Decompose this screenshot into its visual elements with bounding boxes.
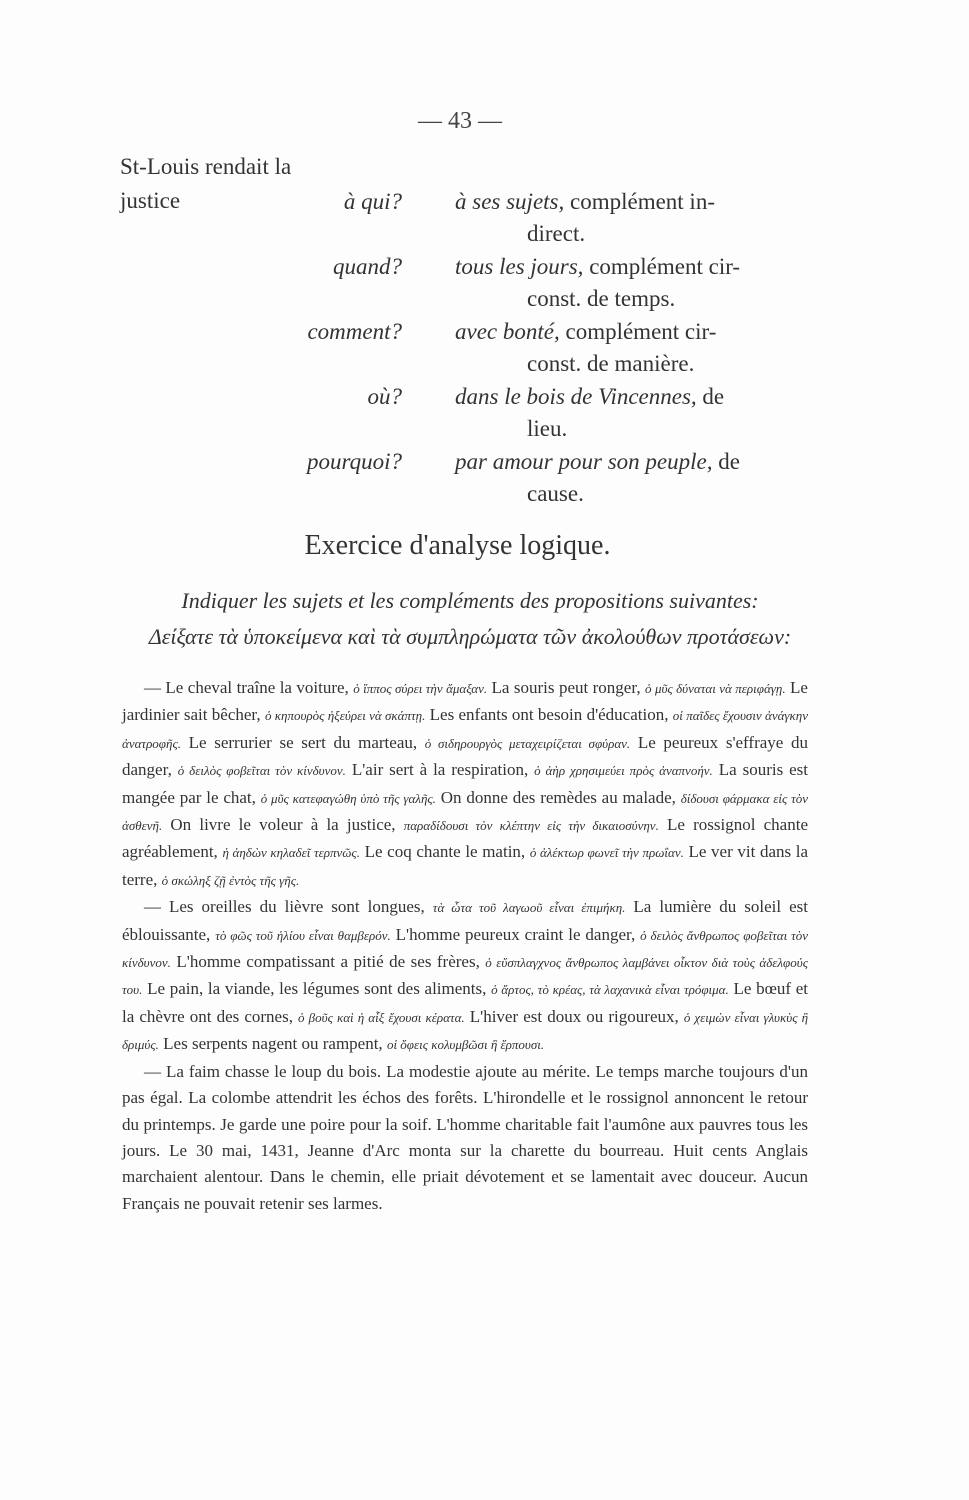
page-number: — 43 — — [418, 108, 502, 134]
french-sentence: — La faim chasse le loup du bois. La modestie ajoute au mérite. Le temps marche toujours d'un pas égal. La colombe attendrit les échos des forêts. L'hirondelle et le rossignol annoncent le retour du printemps. Je garde une poire pour la soif. L'homme charitable fait l'aumône aux pauvres tous les jours. Le 30 mai, 1431, Jeanne d'Arc monta sur la charette du bourreau. Huit cents Anglais marchaient alentour. Dans le chemin, elle priait dévotement et se lamentait avec douceur. Aucun Français ne pouvait retenir ses larmes. — [122, 1061, 808, 1213]
french-sentence: — Les oreilles du lièvre sont longues, — [144, 897, 433, 917]
greek-translation: ὁ βοῦς καὶ ἡ αἶξ ἔχουσι κέρατα. — [298, 1009, 465, 1025]
answer — [455, 251, 810, 315]
answer — [455, 186, 810, 250]
exercise-text — [122, 675, 808, 1217]
french-sentence: Les enfants ont besoin d'éducation, — [425, 705, 673, 725]
example-subject: St-Louis rendait la justice — [120, 154, 292, 213]
greek-translation: ὁ σκώληξ ζῇ ἐντὸς τῆς γῆς. — [161, 872, 300, 888]
french-sentence: Le pain, la viande, les légumes sont des aliments, — [142, 979, 492, 999]
french-sentence: La lumière du soleil est éblouissante, — [122, 897, 808, 944]
greek-translation: οἱ παῖδες ἔχουσιν ἀνάγκην ἀνατροφῆς. — [122, 708, 809, 751]
greek-translation: δίδουσι φάρμακα εἰς τὸν ἀσθενῆ. — [122, 790, 808, 834]
question: où? — [367, 384, 402, 409]
answer-phrase: avec bonté, — [455, 319, 560, 344]
instruction-greek: Δείξατε τὰ ὑποκείμενα καὶ τὰ συμπληρώματα τῶν ἀκολούθων προτάσεων: — [148, 624, 792, 649]
instruction-french: Indiquer les sujets et les compléments des propositions suivantes: — [181, 588, 759, 613]
greek-translation: ὁ μῦς δύναται νὰ περιφάγῃ. — [645, 681, 786, 696]
exercise-paragraph — [122, 1059, 808, 1217]
greek-translation: ὁ χειμὼν εἶναι γλυκὺς ἢ δριμύς. — [122, 1009, 809, 1053]
answer-phrase: par amour pour son peuple, — [455, 449, 713, 474]
french-sentence: Le bœuf et la chèvre ont des cornes, — [122, 979, 808, 1026]
greek-translation: ὁ ἄρτος, τὸ κρέας, τὰ λαχανικὰ εἶναι τρόφιμα. — [491, 982, 729, 998]
french-sentence: L'homme peureux craint le danger, — [390, 924, 641, 944]
answer-text: complément in- — [564, 189, 715, 214]
greek-translation: οἱ ὄφεις κολυμβῶσι ἢ ἕρπουσι. — [386, 1037, 545, 1053]
greek-translation: ὁ δειλὸς φοβεῖται τὸν κίνδυνον. — [177, 763, 346, 779]
french-sentence: Le coq chante le matin, — [359, 842, 530, 862]
french-sentence: La souris peut ronger, — [487, 678, 646, 697]
greek-translation: παραδίδουσι τὸν κλέπτην εἰς τὴν δικαιοσύνην. — [403, 818, 659, 834]
french-sentence: Le jardinier sait bêcher, — [122, 678, 808, 725]
greek-translation: ὁ εὔσπλαγχνος ἄνθρωπος λαμβάνει οἶκτον διὰ τοὺς ἀδελφούς του. — [122, 955, 808, 998]
answer-continuation: const. de temps. — [527, 286, 676, 311]
answer-text: complément cir- — [583, 254, 741, 279]
french-sentence: — Le cheval traîne la voiture, — [144, 678, 354, 697]
greek-translation: ὁ ἀὴρ χρησιμεύει πρὸς ἀναπνοήν. — [534, 763, 713, 779]
french-sentence: On livre le voleur à la justice, — [162, 815, 404, 835]
french-sentence: Le serrurier se sert du marteau, — [180, 732, 425, 752]
answer — [455, 316, 810, 380]
answer — [455, 446, 810, 510]
exercise-paragraph — [122, 894, 808, 1058]
french-sentence: Les serpents nagent ou rampent, — [158, 1034, 387, 1054]
question: comment? — [307, 319, 402, 344]
french-sentence: La souris est mangée par le chat, — [122, 760, 808, 807]
greek-translation: ὁ δειλὸς ἄνθρωπος φοβεῖται τὸν κίνδυνον. — [122, 927, 809, 971]
answer-continuation: lieu. — [527, 416, 568, 441]
french-sentence: L'air sert à la respiration, — [345, 760, 535, 780]
greek-translation: τὸ φῶς τοῦ ἡλίου εἶναι θαμβερόν. — [215, 927, 391, 943]
section-heading: Exercice d'analyse logique. — [304, 530, 611, 561]
french-sentence: Le peureux s'effraye du danger, — [122, 732, 808, 780]
answer-phrase: dans le bois de Vincennes, — [455, 384, 697, 409]
answer-text: de — [712, 449, 740, 474]
question: à qui? — [343, 189, 402, 214]
greek-translation: ὁ μῦς κατεφαγώθη ὑπὸ τῆς γαλῆς. — [260, 790, 436, 806]
answer-phrase: à ses sujets, — [455, 189, 565, 214]
french-sentence: Le rossignol chante agréablement, — [122, 815, 808, 862]
french-sentence: L'hiver est doux ou rigoureux, — [464, 1006, 684, 1026]
french-sentence: L'homme compatissant a pitié de ses frères, — [170, 952, 486, 972]
answer-continuation: cause. — [527, 481, 584, 506]
answer-continuation: direct. — [527, 221, 586, 246]
answer-text: de — [696, 384, 725, 409]
exercise-paragraph — [122, 675, 808, 894]
greek-translation: ὁ σιδηρουργὸς μεταχειρίζεται σφύραν. — [424, 735, 631, 751]
french-sentence: On donne des remèdes au malade, — [435, 787, 681, 807]
greek-translation: ὁ κηπουρὸς ἠξεύρει νὰ σκάπτῃ. — [264, 708, 426, 724]
question: quand? — [333, 254, 402, 279]
answer-phrase: tous les jours, — [455, 254, 584, 279]
greek-translation: ὁ ἵππος σύρει τὴν ἅμαξαν. — [353, 681, 488, 696]
greek-translation: ἡ ἀηδὼν κηλαδεῖ τερπνῶς. — [222, 845, 360, 861]
answer — [455, 381, 810, 445]
answer-text: complément cir- — [559, 319, 717, 344]
french-sentence: Le ver vit dans la terre, — [122, 842, 809, 889]
answer-continuation: const. de manière. — [527, 351, 695, 376]
question: pourquoi? — [307, 449, 402, 474]
greek-translation: τὰ ὦτα τοῦ λαγωοῦ εἶναι ἐπιμήκη. — [432, 900, 626, 916]
greek-translation: ὁ ἀλέκτωρ φωνεῖ τὴν πρωΐαν. — [529, 845, 684, 861]
